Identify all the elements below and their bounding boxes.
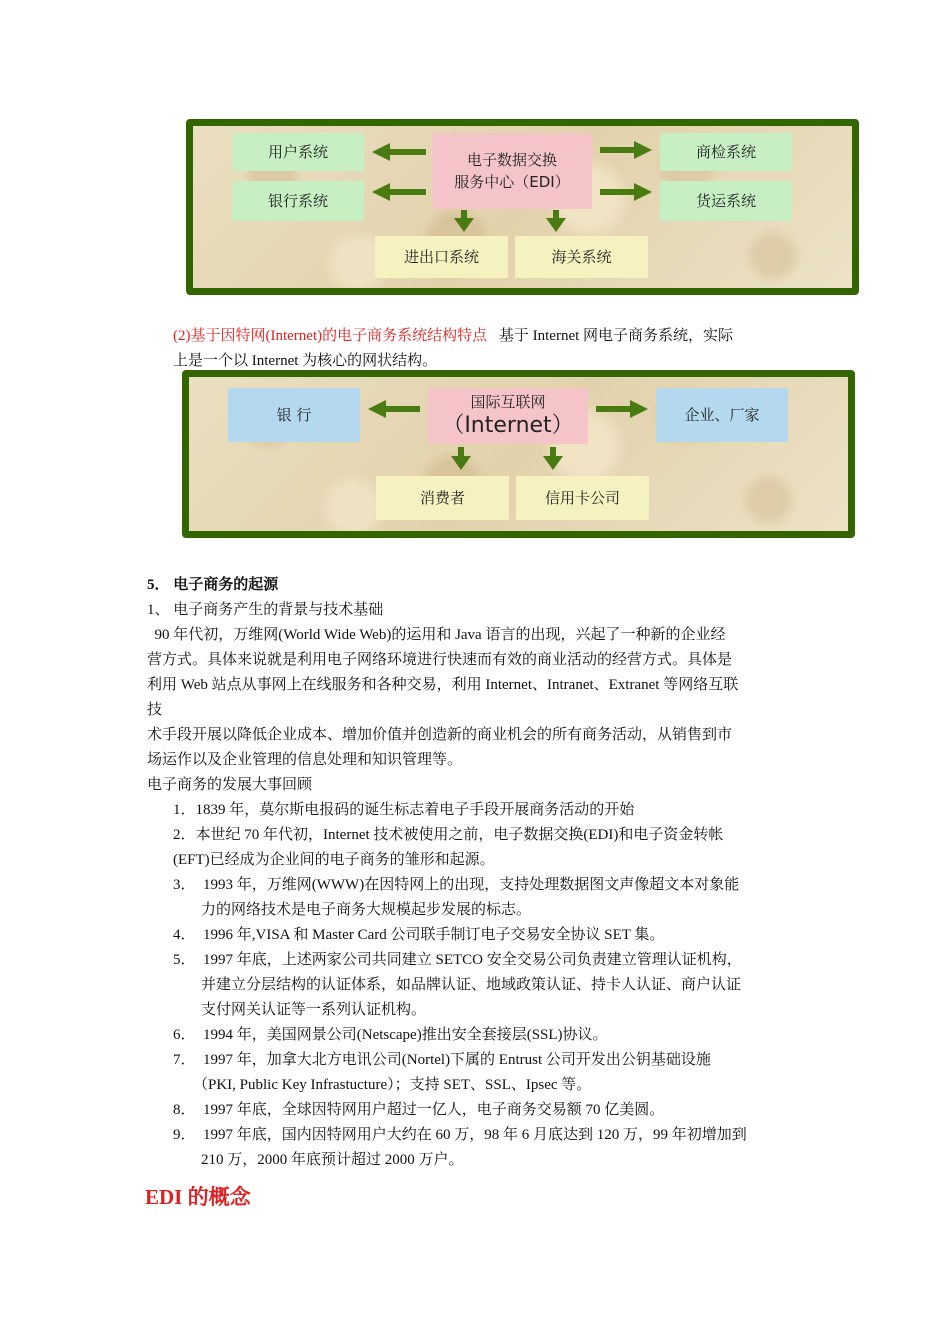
history-item-7-cont: （PKI, Public Key Infrastucture）；支持 SET、SSL、Ipsec 等。 bbox=[193, 1077, 592, 1093]
history-item-5: 5． 1997 年底，上述两家公司共同建立 SETCO 安全交易公司负责建立管理认证机构， bbox=[173, 952, 742, 968]
history-item-3: 3． 1993 年，万维网(WWW)在因特网上的出现，支持处理数据图文声像超文本对象能 bbox=[173, 877, 740, 893]
history-item-9-cont: 210 万，2000 年底预计超过 2000 万户。 bbox=[201, 1152, 464, 1168]
para-line: 技 bbox=[147, 702, 163, 718]
history-item-4: 4． 1996 年,VISA 和 Master Card 公司联手制订电子交易安全协议 SET 集。 bbox=[173, 927, 665, 943]
arrow-down-icon bbox=[451, 447, 471, 470]
para-line: 术手段开展以降低企业成本、增加价值并创造新的商业机会的所有商务活动，从销售到市 bbox=[147, 727, 733, 743]
import-export-label: 进出口系统 bbox=[403, 247, 479, 266]
arrow-left-icon bbox=[368, 400, 420, 418]
edi-concept-heading: EDI 的概念 bbox=[145, 1185, 251, 1209]
history-item-9: 9． 1997 年底，国内因特网用户大约在 60 万，98 年 6 月底达到 120 万，99 年初增加到 bbox=[173, 1127, 747, 1143]
history-item-5-cont: 支付网关认证等一系列认证机构。 bbox=[201, 1002, 427, 1018]
freight-system-label: 货运系统 bbox=[695, 191, 756, 210]
credit-card-label: 信用卡公司 bbox=[544, 488, 620, 507]
history-item-7: 7． 1997 年，加拿大北方电讯公司(Nortel)下属的 Entrust 公司开发出公钥基础设施 bbox=[173, 1052, 711, 1068]
customs-label: 海关系统 bbox=[551, 247, 612, 266]
section5-title: 5． 电子商务的起源 bbox=[147, 577, 279, 593]
bank-label: 银 行 bbox=[276, 405, 312, 424]
intro-text-1: 基于 Internet 网电子商务系统，实际 bbox=[498, 328, 734, 344]
para-line: 利用 Web 站点从事网上在线服务和各种交易，利用 Internet、Intranet、Extranet 等网络互联 bbox=[147, 677, 739, 693]
history-item-1: 1．1839 年，莫尔斯电报码的诞生标志着电子手段开展商务活动的开始 bbox=[173, 802, 635, 818]
section-heading-internet: (2)基于因特网(Internet)的电子商务系统结构特点 bbox=[173, 328, 488, 344]
history-item-3-cont: 力的网络技术是电子商务大规模起步发展的标志。 bbox=[201, 902, 532, 918]
enterprise-label: 企业、厂家 bbox=[684, 405, 760, 424]
arrows-diagram2 bbox=[0, 0, 950, 560]
edi-center-line1: 电子数据交换 bbox=[466, 150, 557, 169]
consumer-label: 消费者 bbox=[419, 488, 465, 507]
para-line: 场运作以及企业管理的信息处理和知识管理等。 bbox=[147, 752, 463, 768]
history-item-5-cont: 并建立分层结构的认证体系，如品牌认证、地域政策认证、持卡人认证、商户认证 bbox=[201, 977, 742, 993]
arrow-down-icon bbox=[543, 447, 563, 470]
history-item-8: 8． 1997 年底，全球因特网用户超过一亿人，电子商务交易额 70 亿美圆。 bbox=[173, 1102, 665, 1118]
intro-text-2: 上是一个以 Internet 为核心的网状结构。 bbox=[173, 353, 438, 369]
arrow-right-icon bbox=[596, 400, 648, 418]
user-system-label: 用户系统 bbox=[267, 142, 328, 161]
history-item-2-cont: (EFT)已经成为企业间的电子商务的雏形和起源。 bbox=[173, 852, 495, 868]
history-item-2: 2．本世纪 70 年代初，Internet 技术被使用之前，电子数据交换(EDI)和电子资金转帐 bbox=[173, 827, 724, 843]
history-title: 电子商务的发展大事回顾 bbox=[147, 777, 313, 793]
internet-center-line1: 国际互联网 bbox=[470, 393, 546, 412]
para-line: 90 年代初，万维网(World Wide Web)的运用和 Java 语言的出现，兴起了一种新的企业经 bbox=[147, 627, 726, 643]
bank-system-label: 银行系统 bbox=[267, 191, 328, 210]
section5-subtitle: 1、 电子商务产生的背景与技术基础 bbox=[147, 602, 384, 618]
history-item-6: 6． 1994 年，美国网景公司(Netscape)推出安全套接层(SSL)协议。 bbox=[173, 1027, 608, 1043]
internet-center-line2: （Internet） bbox=[442, 412, 574, 438]
edi-center-line2: 服务中心（EDI） bbox=[454, 173, 570, 191]
inspection-system-label: 商检系统 bbox=[695, 142, 756, 161]
para-line: 营方式。具体来说就是利用电子网络环境进行快速而有效的商业活动的经营方式。具体是 bbox=[147, 652, 733, 668]
